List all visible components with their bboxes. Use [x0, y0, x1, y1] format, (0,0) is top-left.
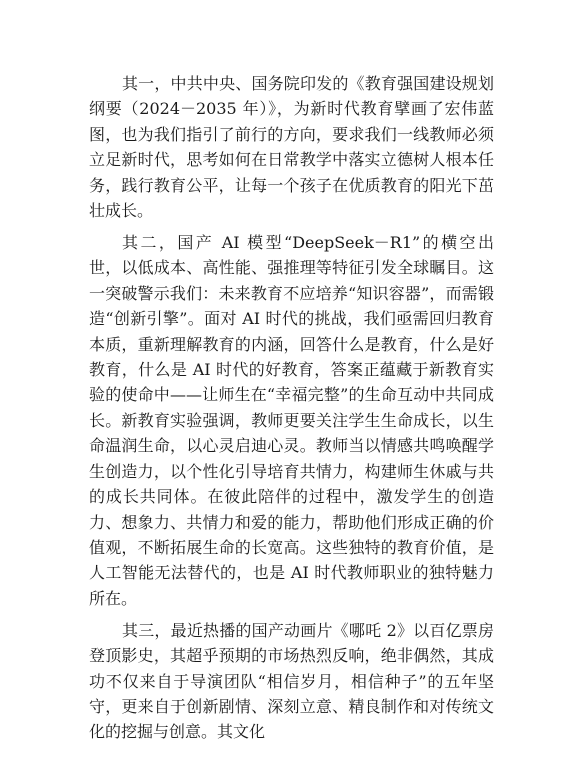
body-text [89, 71, 494, 745]
paragraph-3: 其三，最近热播的国产动画片《哪吒 2》以百亿票房登顶影史，其超乎预期的市场热烈反响，绝非偶然，其成功不仅来自于导演团队“相信岁月，相信种子”的五年坚守，更来自于创新剧情、深刻立意、精良制作和对传统文化的挖掘与创意。其文化 [89, 620, 494, 742]
paragraph-2: 其二，国产 AI 模型“DeepSeek－R1”的横空出世，以低成本、高性能、强推理等特征引发全球瞩目。这一突破警示我们：未来教育不应培养“知识容器”，而需锻造“创新引擎”。面对 AI 时代的挑战，我们亟需回归教育本质，重新理解教育的内涵，回答什么是教育，什么是好教育，什么是 AI 时代的好教育，答案正蕴藏于新教育实验的使命中——让师生在“幸福完整”的生命互动中共同成长。新教育实验强调，教师更要关注学生生命成长，以生命温润生命，以心灵启迪心灵。教师当以情感共鸣唤醒学生创造力，以个性化引导培育共情力，构建师生休戚与共的成长共同体。在彼此陪伴的过程中，激发学生的创造力、想象力、共情力和爱的能力，帮助他们形成正确的价值观，不断拓展生命的长宽高。这些独特的教育价值，是人工智能无法替代的，也是 AI 时代教师职业的独特魅力所在。 [89, 233, 494, 608]
paragraph-1: 其一，中共中央、国务院印发的《教育强国建设规划纲要（2024－2035 年）》，为新时代教育擘画了宏伟蓝图，也为我们指引了前行的方向，要求我们一线教师必须立足新时代，思考如何在日常教学中落实立德树人根本任务，践行教育公平，让每一个孩子在优质教育的阳光下茁壮成长。 [89, 74, 494, 221]
